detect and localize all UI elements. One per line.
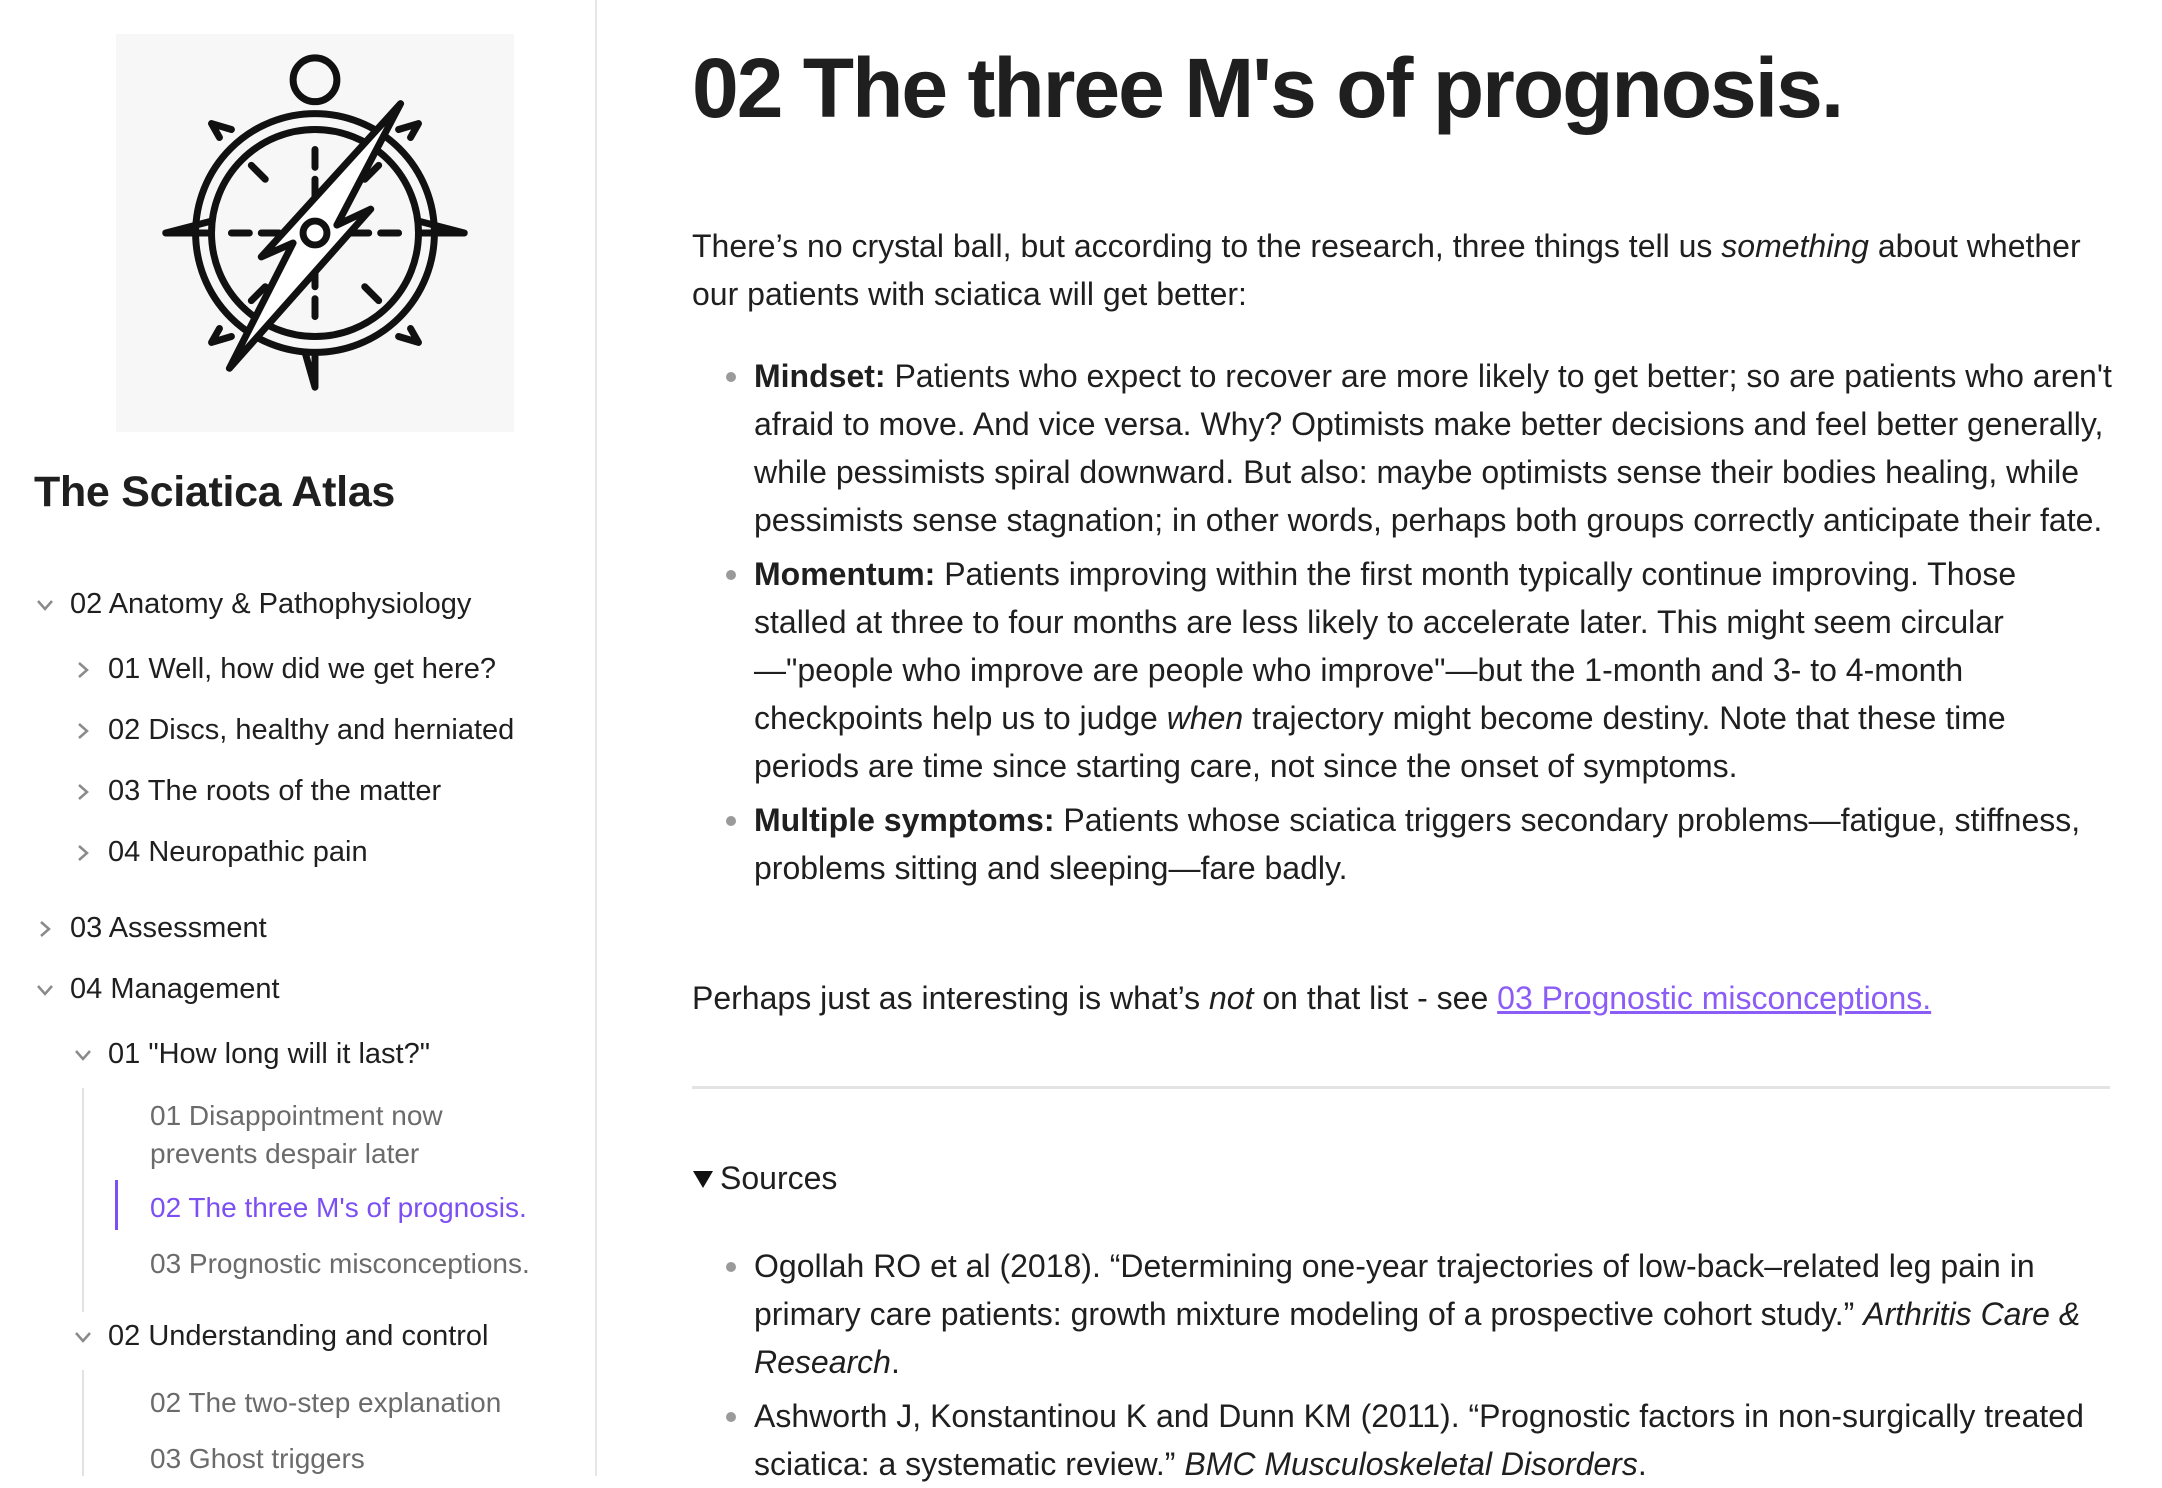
chevron-down-icon[interactable] <box>72 1044 94 1066</box>
page-title: 02 The three M's of prognosis. <box>692 41 1843 135</box>
nav-label: 01 "How long will it last?" <box>108 1038 431 1070</box>
list-item <box>754 550 2112 790</box>
nav-label: 02 Discs, healthy and herniated <box>108 714 515 746</box>
intro-text: There’s no crystal ball, but according to the research, three things tell us <box>692 228 1722 264</box>
nav-understanding[interactable] <box>72 1320 488 1353</box>
sidebar <box>0 0 597 1476</box>
nav-assessment[interactable] <box>34 912 267 945</box>
nav-discs[interactable] <box>72 714 514 747</box>
outro-paragraph <box>692 974 2112 1022</box>
nav-label: 03 Assessment <box>70 912 267 944</box>
chevron-right-icon[interactable] <box>34 918 56 940</box>
sidebar-item-three-ms[interactable]: 02 The three M's of prognosis. <box>150 1192 527 1223</box>
nav-label: 03 The roots of the matter <box>108 775 442 807</box>
leaf-line: 01 Disappointment now <box>150 1100 443 1131</box>
nav-label: 02 Understanding and control <box>108 1320 489 1352</box>
intro-text: about whether our patients with sciatica will get better: <box>692 228 2081 312</box>
chevron-down-icon[interactable] <box>34 979 56 1001</box>
chevron-right-icon[interactable] <box>72 842 94 864</box>
triangle-down-icon <box>692 1169 714 1189</box>
sidebar-item-ghost-triggers[interactable]: 03 Ghost triggers <box>150 1443 365 1474</box>
chevron-down-icon[interactable] <box>34 594 56 616</box>
misconceptions-link[interactable]: 03 Prognostic misconceptions. <box>1497 980 1932 1016</box>
nav-how-long[interactable] <box>72 1038 430 1071</box>
nav-management[interactable] <box>34 973 280 1006</box>
source-item <box>754 1392 2112 1488</box>
nav-label: 04 Neuropathic pain <box>108 836 368 868</box>
source-end: . <box>890 1344 900 1380</box>
divider <box>692 1086 2110 1089</box>
outro-emphasis: not <box>1209 980 1254 1016</box>
source-journal: BMC Musculoskeletal Disorders <box>1184 1446 1638 1482</box>
bullet-text: Patients who expect to recover are more likely to get better; so are patients who aren't afraid to move. And vice versa. Why? Optimists make better decisions and feel better generally, while pessimists spiral downward. But also: maybe optimists sense their bodies healing, while pessimists sense stagnation; in other words, perhaps both groups correctly anticipate their fate. <box>754 358 2112 538</box>
source-end: . <box>1637 1446 1647 1482</box>
bullet-label: Momentum: <box>754 556 936 592</box>
source-journal: Arthritis Care & Research <box>754 1296 2081 1380</box>
source-text: Ashworth J, Konstantinou K and Dunn KM (2011). “Prognostic factors in non-surgically treated sciatica: a systematic review.” <box>754 1398 2084 1482</box>
site-logo[interactable] <box>116 34 514 432</box>
chevron-right-icon[interactable] <box>72 781 94 803</box>
nav-label: 02 Anatomy & Pathophysiology <box>70 588 472 620</box>
bullet-text: Patients whose sciatica triggers secondary problems—fatigue, stiffness, problems sitting and sleeping—fare badly. <box>754 802 2081 886</box>
nav-label: 04 Management <box>70 973 280 1005</box>
sources-toggle[interactable] <box>692 1160 837 1197</box>
bullet-label: Mindset: <box>754 358 886 394</box>
sources-label: Sources <box>720 1160 838 1196</box>
intro-paragraph <box>692 222 2112 318</box>
chevron-right-icon[interactable] <box>72 720 94 742</box>
intro-emphasis: something <box>1721 228 1869 264</box>
compass-lightning-icon <box>116 34 514 432</box>
sidebar-item-two-step[interactable]: 02 The two-step explanation <box>150 1387 502 1418</box>
tree-guide-line <box>82 1370 84 1476</box>
sidebar-item-disappointment[interactable] <box>150 1097 443 1173</box>
bullet-text: trajectory might become destiny. Note that these time periods are time since starting care, not since the onset of symptoms. <box>754 700 2006 784</box>
source-item <box>754 1242 2112 1386</box>
active-indicator <box>115 1180 118 1230</box>
bullet-text: Patients improving within the first month typically continue improving. Those stalled at three to four months are less likely to accelerate later. This might seem circular —"people who improve are people who improve"—but the 1-month and 3- to 4-month checkpoints help us to judge <box>754 556 2017 736</box>
sources-list <box>692 1242 2112 1488</box>
outro-text: on that list - see <box>1253 980 1498 1016</box>
nav-neuropathic[interactable] <box>72 836 368 869</box>
list-item <box>754 796 2112 892</box>
outro-text: Perhaps just as interesting is what’s <box>692 980 1209 1016</box>
tree-guide-line <box>82 1088 84 1312</box>
bullet-emphasis: when <box>1166 700 1244 736</box>
nav-label: 01 Well, how did we get here? <box>108 653 496 685</box>
nav-well-how[interactable] <box>72 653 496 686</box>
chevron-down-icon[interactable] <box>72 1326 94 1348</box>
nav-anatomy[interactable] <box>34 588 471 621</box>
source-text: Ogollah RO et al (2018). “Determining one-year trajectories of low-back–related leg pain in primary care patients: growth mixture modeling of a prospective cohort study.” <box>754 1248 2035 1332</box>
chevron-right-icon[interactable] <box>72 659 94 681</box>
three-ms-list <box>692 352 2112 892</box>
site-title[interactable]: The Sciatica Atlas <box>34 468 396 516</box>
list-item <box>754 352 2112 544</box>
leaf-line: prevents despair later <box>150 1138 420 1169</box>
nav-roots[interactable] <box>72 775 441 808</box>
sidebar-item-misconceptions[interactable]: 03 Prognostic misconceptions. <box>150 1248 530 1279</box>
bullet-label: Multiple symptoms: <box>754 802 1055 838</box>
